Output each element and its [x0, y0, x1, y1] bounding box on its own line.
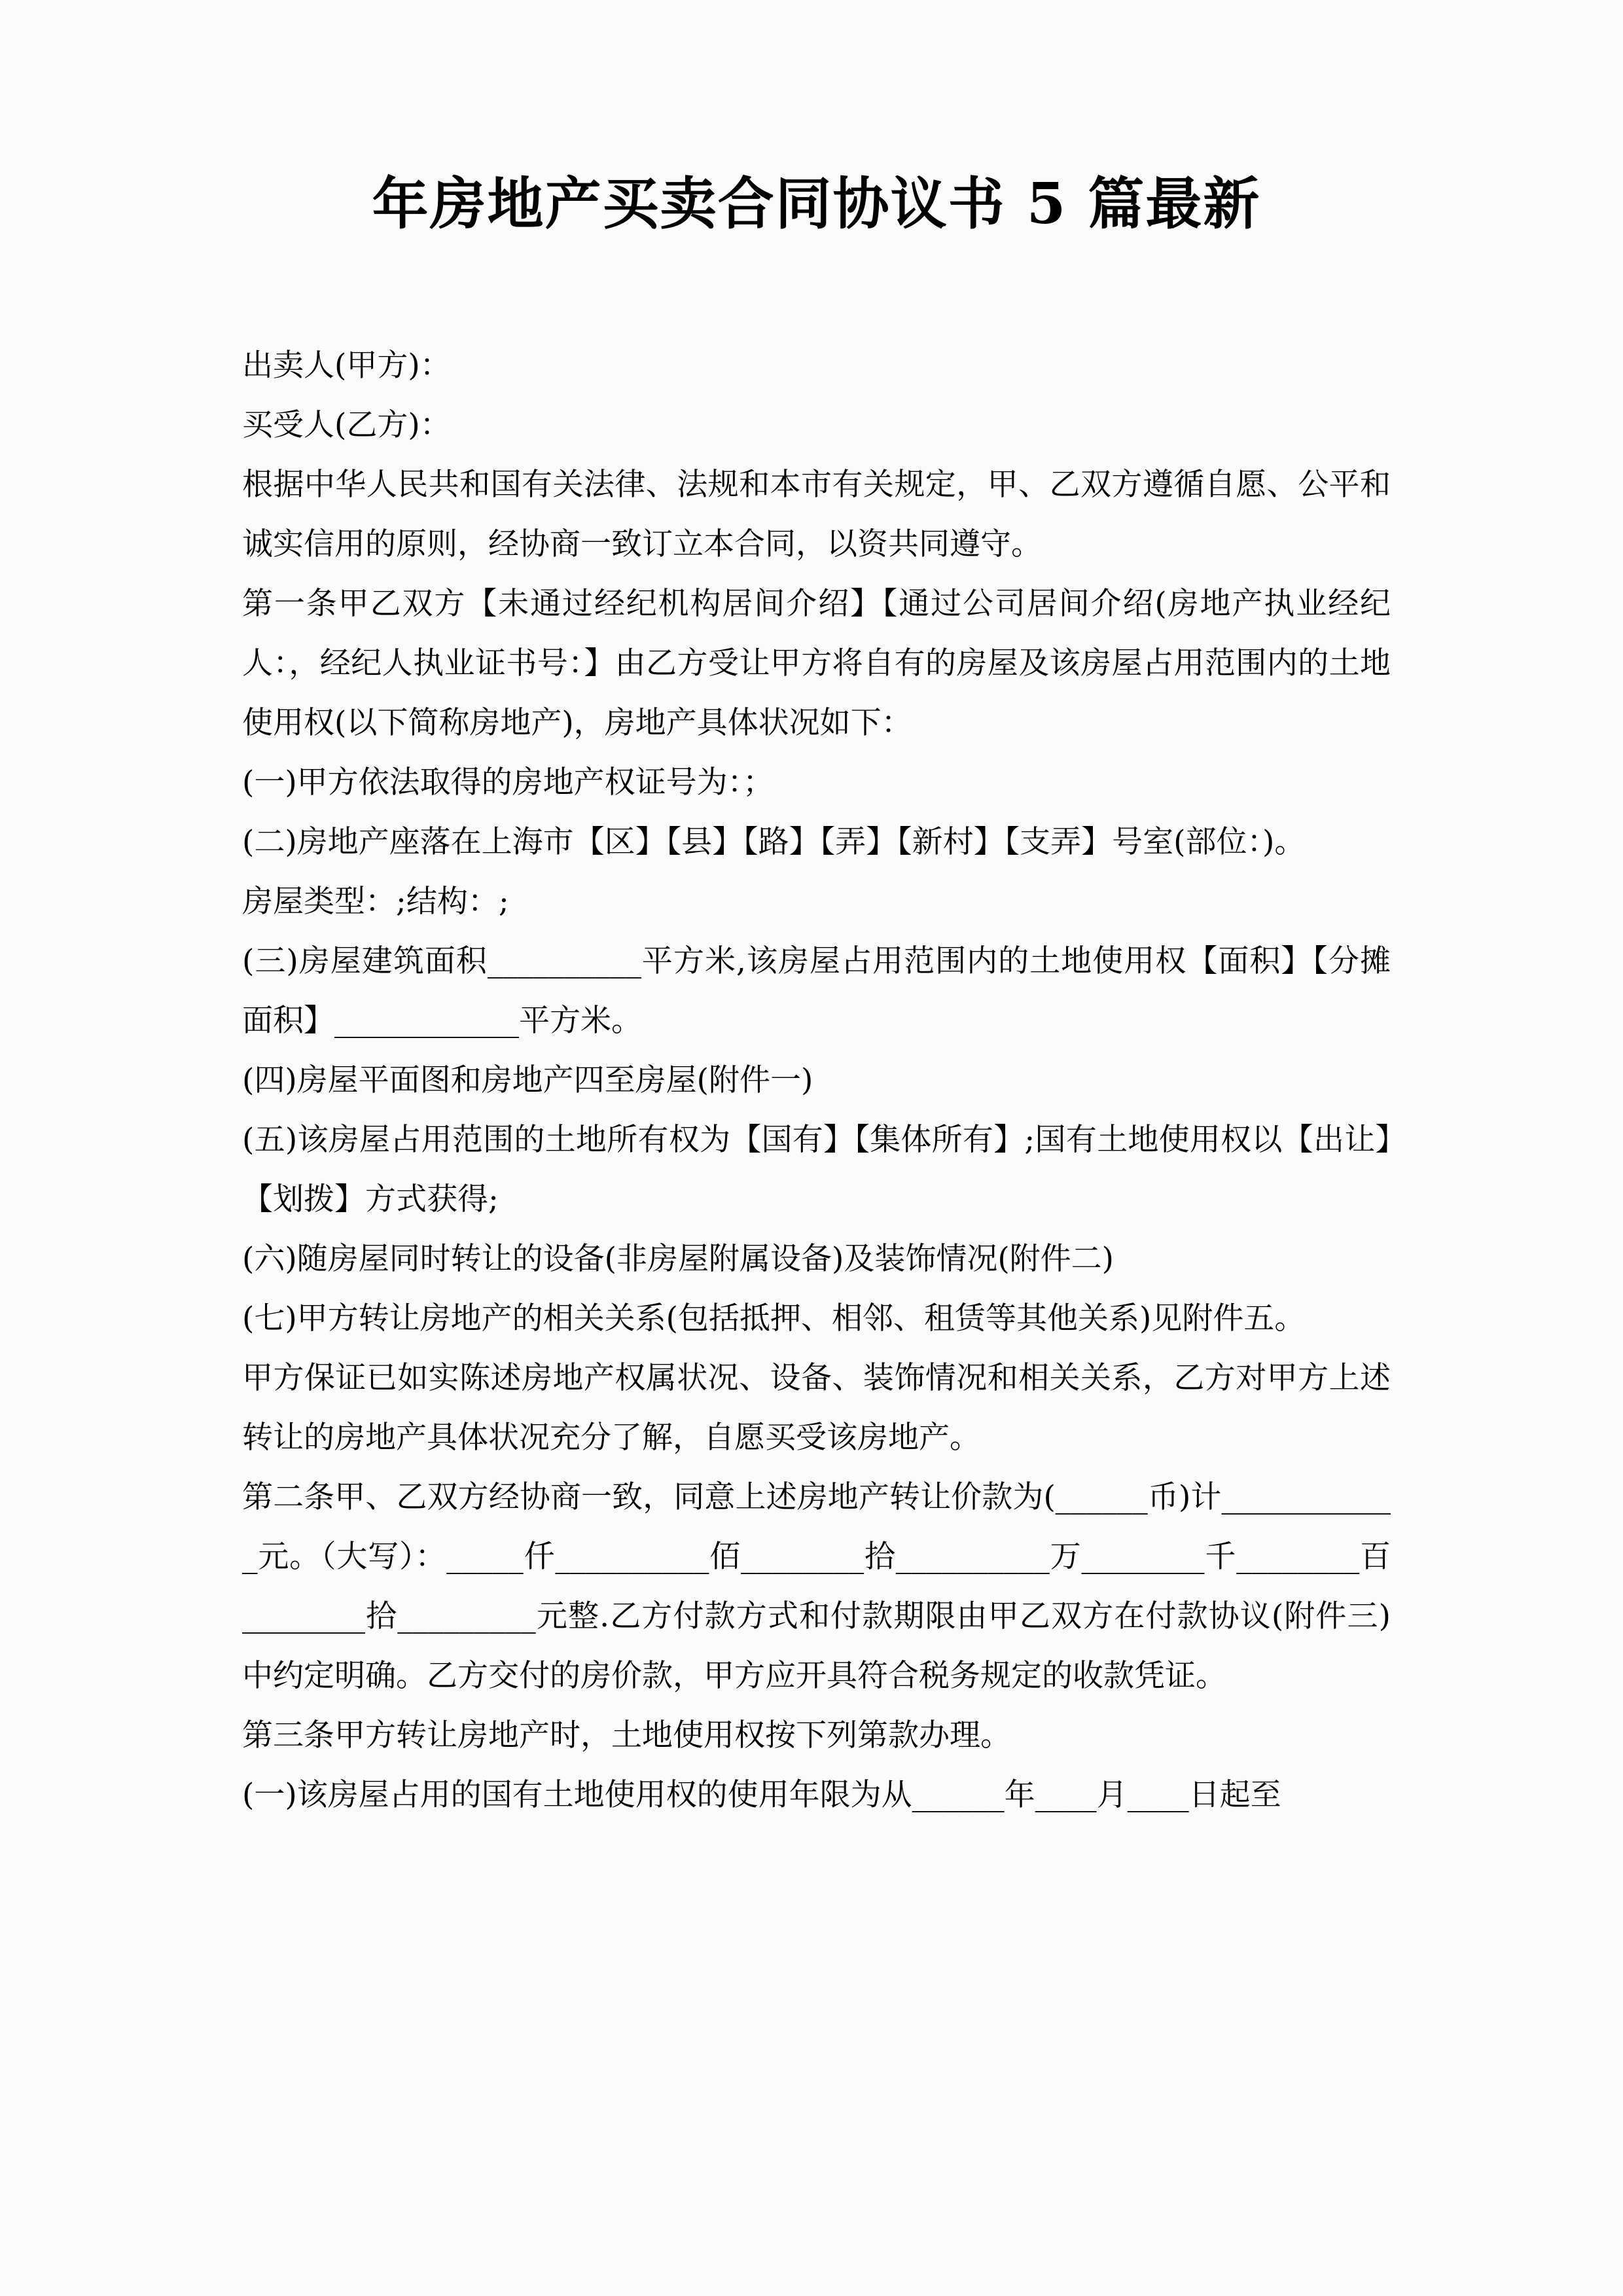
paragraph-article-3: 第三条甲方转让房地产时，土地使用权按下列第款办理。	[242, 1717, 1011, 1754]
paragraph-house-type-line: 房屋类型：;结构：;	[242, 884, 509, 920]
paragraph-article-1: 第一条甲乙双方【未通过经纪机构居间介绍】【通过公司居间介绍(房地产执业经纪人：，经纪人执业证书号：】由乙方受让甲方将自有的房屋及该房屋占用范围内的土地使用权(以下简称房地产)，房地产具体状况如下：	[242, 586, 1391, 742]
paragraph-article-1-item-1: (一)甲方依法取得的房地产权证号为：；	[242, 764, 774, 801]
document-body	[242, 336, 1391, 1825]
paragraph-article-1-item-5: (五)该房屋占用范围的土地所有权为【国有】【集体所有】;国有土地使用权以【出让】【划拨】方式获得;	[242, 1122, 1391, 1218]
page-title: 年房地产买卖合同协议书 5 篇最新	[372, 171, 1261, 237]
paragraph-guarantee: 甲方保证已如实陈述房地产权属状况、设备、装饰情况和相关关系，乙方对甲方上述转让的房地产具体状况充分了解，自愿买受该房地产。	[242, 1360, 1391, 1456]
paragraph-article-1-item-3: (三)房屋建筑面积__________平方米,该房屋占用范围内的土地使用权【面积】【分摊面积】____________平方米。	[242, 943, 1391, 1039]
paragraph-article-1-item-6: (六)随房屋同时转让的设备(非房屋附属设备)及装饰情况(附件二)	[242, 1241, 1115, 1278]
paragraph-preamble: 根据中华人民共和国有关法律、法规和本市有关规定，甲、乙双方遵循自愿、公平和诚实信用的原则，经协商一致订立本合同，以资共同遵守。	[242, 467, 1391, 563]
paragraph-article-3-item-1: (一)该房屋占用的国有土地使用权的使用年限为从______年____月____日起至	[242, 1777, 1281, 1814]
paragraph-article-1-item-2: (二)房地产座落在上海市【区】【县】【路】【弄】【新村】【支弄】号室(部位：)。	[242, 824, 1306, 861]
paragraph-article-1-item-4: (四)房屋平面图和房地产四至房屋(附件一)	[242, 1062, 813, 1099]
paragraph-seller-line: 出卖人(甲方)：	[242, 348, 451, 384]
paragraph-buyer-line: 买受人(乙方)：	[242, 407, 451, 444]
paragraph-article-1-item-7: (七)甲方转让房地产的相关关系(包括抵押、相邻、租赁等其他关系)见附件五。	[242, 1300, 1306, 1337]
document-content	[242, 0, 1391, 1825]
paragraph-article-2: 第二条甲、乙双方经协商一致，同意上述房地产转让价款为(______币)计____________元。（大写）：_____仟__________佰________拾__________万________千________百________拾_________元整.乙方付款方式和付款期限由甲乙双方在付款协议(附件三)中约定明确。乙方交付的房价款，甲方应开具符合税务规定的收款凭证。	[242, 1479, 1391, 1695]
